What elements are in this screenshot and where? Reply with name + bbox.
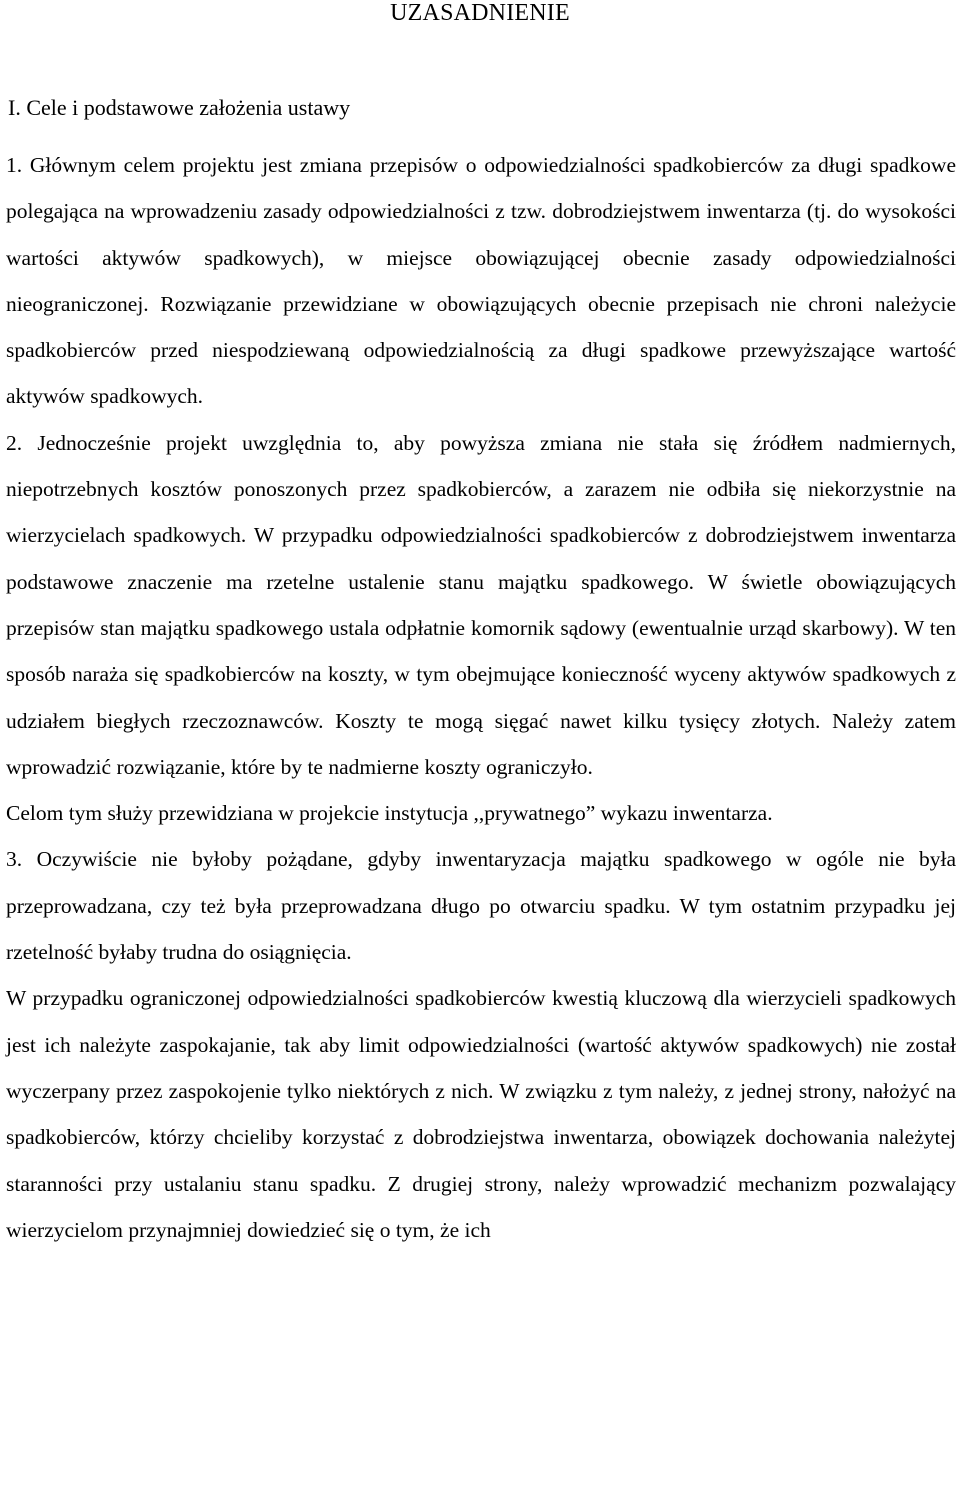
paragraph-5: W przypadku ograniczonej odpowiedzialności spadkobierców kwestią kluczową dla wierzycieli spadkowych jest ich należyte zaspokajanie, tak aby limit odpowiedzialności (wartość aktywów spadkowych) nie został wyczerpany przez zaspokojenie tylko niektórych z nich. W związku z tym należy, z jednej strony, nałożyć na spadkobierców, którzy chcieliby korzystać z dobrodziejstwa inwentarza, obowiązek dochowania należytej staranności przy ustalaniu stanu spadku. Z drugiej strony, należy wprowadzić mechanizm pozwalający wierzycielom przynajmniej dowiedzieć się o tym, że ich <box>6 986 956 1242</box>
document-body <box>6 142 956 1253</box>
paragraph-1: 1. Głównym celem projektu jest zmiana przepisów o odpowiedzialności spadkobierców za długi spadkowe polegająca na wprowadzeniu zasady odpowiedzialności z tzw. dobrodziejstwem inwentarza (tj. do wysokości wartości aktywów spadkowych), w miejsce obowiązującej obecnie zasady odpowiedzialności nieograniczonej. Rozwiązanie przewidziane w obowiązujących obecnie przepisach nie chroni należycie spadkobierców przed niespodziewaną odpowiedzialnością za długi spadkowe przewyższające wartość aktywów spadkowych. <box>6 153 956 409</box>
section-heading: I. Cele i podstawowe założenia ustawy <box>8 95 351 120</box>
paragraph-4: 3. Oczywiście nie byłoby pożądane, gdyby inwentaryzacja majątku spadkowego w ogóle nie była przeprowadzana, czy też była przeprowadzana długo po otwarciu spadku. W tym ostatnim przypadku jej rzetelność byłaby trudna do osiągnięcia. <box>6 847 956 965</box>
paragraph-2: 2. Jednocześnie projekt uwzględnia to, aby powyższa zmiana nie stała się źródłem nadmiernych, niepotrzebnych kosztów ponoszonych przez spadkobierców, a zarazem nie odbiła się niekorzystnie na wierzycielach spadkowych. W przypadku odpowiedzialności spadkobierców z dobrodziejstwem inwentarza podstawowe znaczenie ma rzetelne ustalenie stanu majątku spadkowego. W świetle obowiązujących przepisów stan majątku spadkowego ustala odpłatnie komornik sądowy (ewentualnie urząd skarbowy). W ten sposób naraża się spadkobierców na koszty, w tym obejmujące konieczność wyceny aktywów spadkowych z udziałem biegłych rzeczoznawców. Koszty te mogą sięgać nawet kilku tysięcy złotych. Należy zatem wprowadzić rozwiązanie, które by te nadmierne koszty ograniczyło. <box>6 430 956 779</box>
paragraph-3: Celom tym służy przewidziana w projekcie instytucja ,,prywatnego” wykazu inwentarza. <box>6 801 773 826</box>
document-title: UZASADNIENIE <box>390 0 570 26</box>
